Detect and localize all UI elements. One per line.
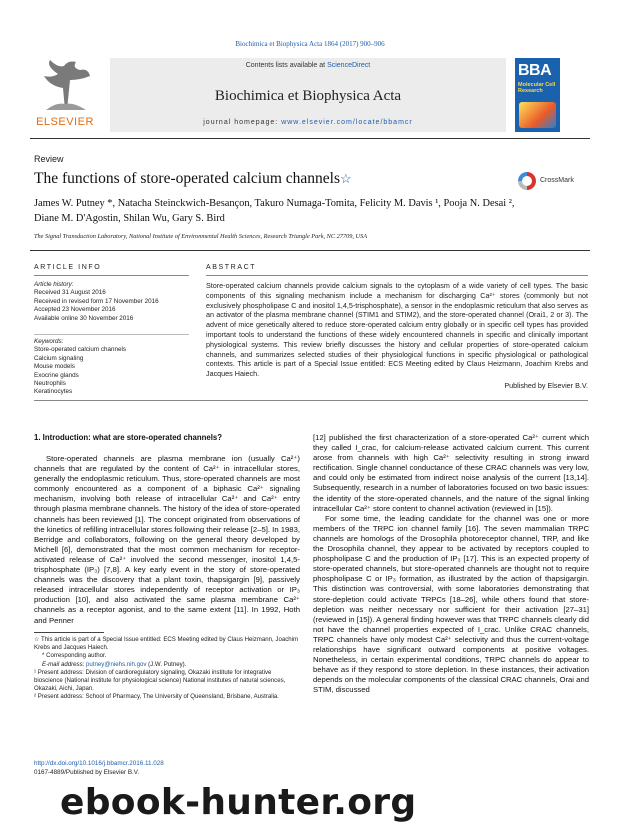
- doi-block: [34, 760, 164, 777]
- keywords-heading: Keywords:: [34, 338, 64, 345]
- keyword-item: Calcium signaling: [34, 354, 84, 362]
- keyword-item: Exocrine glands: [34, 371, 79, 379]
- body-column-1: [34, 454, 300, 626]
- keyword-item: Store-operated calcium channels: [34, 346, 127, 354]
- abstract-text: Store-operated calcium channels provide calcium signals to the cytoplasm of a wide variety of cell types. The basic components of this signaling mechanism include a mechanism for discharging Ca²⁺ stores (commonly but not exclusively phospholipase C and inositol 1,4,5-trisphosphate), a sensor in the endoplasmic reticulum that also serves as an activator of the plasma membrane channel (STIM1 and STIM2), and the store-operated channel (Orai1, 2 or 3). The advent of mice genetically altered to reduce store-operated calcium entry globally or in specific cell types has provided important tools to understand the functions of these widely encountered channels in specific and clinically important physiological systems. This review briefly discusses the history and cellular properties of store-operated calcium channels, and summarizes selected studies of their physiological functions in specific physiological or pathological contexts. This article is part of a Special Issue entitled: ECS Meeting edited by Claus Heizmann, Joachim Krebs and Jacques Haiech.: [206, 281, 588, 379]
- journal-homepage: [110, 119, 506, 126]
- contents-line: [110, 62, 506, 69]
- section-1-heading: 1. Introduction: what are store-operated channels?: [34, 433, 223, 442]
- history-item: Received 31 August 2016: [34, 289, 106, 297]
- article-history: [34, 281, 189, 323]
- authors-line-1[interactable]: James W. Putney *, Natacha Steinckwich-Besançon, Takuro Numaga-Tomita, Felicity M. Davis ¹, Pooja N. Desai ²,: [34, 198, 515, 209]
- cover-title: BBA: [518, 62, 552, 79]
- elsevier-tree-icon: [36, 58, 94, 112]
- special-issue-star-icon[interactable]: ☆: [340, 171, 352, 186]
- journal-citation[interactable]: Biochimica et Biophysica Acta 1864 (2017) 900–906: [235, 40, 385, 48]
- homepage-link[interactable]: www.elsevier.com/locate/bbamcr: [281, 119, 413, 126]
- history-item: Received in revised form 17 November 2016: [34, 297, 159, 305]
- journal-cover-thumbnail[interactable]: [515, 58, 560, 132]
- article-info-heading: ARTICLE INFO: [34, 264, 102, 271]
- keyword-item: Mouse models: [34, 363, 75, 371]
- footnote-email: [34, 661, 300, 669]
- email-suffix: (J.W. Putney).: [146, 660, 187, 668]
- footnote-special-issue: ☆ This article is part of a Special Issue entitled: ECS Meeting edited by Claus Heizmann, Joachim Krebs and Jacques Haiech.: [34, 636, 299, 652]
- affiliation-rule: [30, 250, 590, 251]
- abstract-heading: ABSTRACT: [206, 264, 257, 271]
- crossmark-label: CrossMark: [540, 177, 574, 184]
- abstract-bottom-rule: [34, 400, 588, 401]
- header-rule: [30, 138, 590, 139]
- watermark: ebook-hunter.org: [60, 782, 417, 823]
- article-title-text: The functions of store-operated calcium channels: [34, 170, 341, 187]
- elsevier-logo[interactable]: [30, 58, 100, 132]
- author-list: [34, 196, 594, 226]
- body-column-2: [313, 433, 589, 695]
- body-paragraph: For some time, the leading candidate for the channel was one or more members of the TRPC ion channel family [16]. The seven mammalian TRPC channels are homologs of the Drosophila photoreceptor channel, TRP, and like the Drosophila channel, they appear to be activated by receptors coupled to phospholipase C and the production of IP₃ [17]. This is an expected property of store-operated channels, but store-operated channels are thought not to require phospholipase C or IP₃ formation, as illustrated by the action of thapsigargin. This distinction was controversial, with some laboratories demonstrating that store-depletion could activate TRPCs [18–26], while others found that store-depletion was neither necessary nor sufficient for their activation [27–31] (reviewed in [15]). A general finding however was that TRPC channels clearly did not have the channel properties expected of I_crac. Unlike CRAC channels, TRPC channels have only modest Ca²⁺ selectivity and thus the current-voltage relationships have significant outward components at positive voltages. Nonetheless, in certain experimental conditions, TRPC channels do appear to behave as if they respond to store depletion. In these instances, their activation depends on the molecular components of the classical CRAC channels, Orai and STIM, discussed: [313, 513, 589, 695]
- affiliation: The Signal Transduction Laboratory, National Institute of Environmental Health Sciences, Research Triangle Park, NC 27709, USA: [34, 233, 368, 240]
- abstract-rule: [206, 275, 588, 276]
- cover-artwork: [519, 102, 556, 128]
- keywords-block: [34, 338, 189, 397]
- elsevier-wordmark: ELSEVIER: [36, 116, 94, 128]
- contents-prefix: Contents lists available at: [245, 62, 328, 69]
- footnotes: [34, 636, 300, 702]
- crossmark-icon-center: [522, 176, 532, 186]
- body-paragraph: [12] published the first characterization of a store-operated Ca²⁺ current which they called I_crac, for calcium-release activated calcium current. This current arose from channels with high Ca²⁺ selectivity resulting in strong inward rectification. Single channel conductance of these CRAC channels was very low, and could only be estimated from indirect noise analysis of the current [13,14]. Subsequently, research in a number of laboratories focused on two basic issues: the identity of the store-operated channels, and the nature of the signal linking intracellular Ca²⁺ store content to channel activation (reviewed in [15]).: [313, 433, 589, 513]
- email-link[interactable]: putney@niehs.nih.gov: [86, 660, 147, 668]
- footnote-1: ¹ Present address: Division of cardioregulatory signaling, Okazaki institute for integrative bioscience (National institute for physiological science) National institutes of natural sciences, Okazaki, Aichi, Japan.: [34, 668, 286, 693]
- sciencedirect-link[interactable]: ScienceDirect: [327, 62, 371, 69]
- body-paragraph: Store-operated channels are plasma membrane ion (usually Ca²⁺) channels that are regulated by the content of Ca²⁺ in intracellular stores, generally the endoplasmic reticulum. Thus, store-operated channels are most commonly encountered as a component of a biphasic Ca²⁺ signaling mechanism, involving both release of intracellular Ca²⁺ and Ca²⁺ entry through plasma membrane channels. The history of the idea of store-operated channels has been reviewed [1]. The concept originated from observations of the kinetics of refilling intracellular stores following their release [2–5]. In 1983, Berridge and collaborators, following on the general theory developed by Michell [6], demonstrated that the most common mechanism for receptor-activated release of Ca²⁺ involved the second messenger, inositol 1,4,5-trisphosphate (IP₃) [7,8]. A key early event in the story of store-operated channels was the discovery that a plant toxin, thapsigargin [9], passively released intracellular stores independently of receptor activation or IP₃ production [10], and also activated the same plasma membrane Ca²⁺ channels as a receptor agonist, and to the same extent [11]. In 1992, Hoth and Penner: [34, 454, 300, 625]
- footnote-rule: [34, 632, 104, 633]
- history-item: Available online 30 November 2016: [34, 314, 134, 322]
- keywords-rule: [34, 334, 189, 335]
- article-type: Review: [34, 154, 64, 164]
- history-heading: Article history:: [34, 281, 74, 288]
- cover-subtitle: Molecular Cell Research: [518, 82, 556, 95]
- published-by: Published by Elsevier B.V.: [504, 381, 588, 390]
- footnote-corresponding: * Corresponding author.: [42, 652, 107, 660]
- article-title: [34, 170, 352, 188]
- crossmark-badge[interactable]: [518, 172, 588, 192]
- keyword-item: Keratinocytes: [34, 388, 73, 396]
- issn-line: 0167-4889/Published by Elsevier B.V.: [34, 768, 140, 776]
- doi-link[interactable]: http://dx.doi.org/10.1016/j.bbamcr.2016.11.028: [34, 760, 164, 767]
- keyword-item: Neutrophils: [34, 380, 66, 388]
- email-label: E-mail address:: [42, 660, 87, 668]
- footnote-2: ² Present address: School of Pharmacy, The University of Queensland, Brisbane, Australia.: [34, 693, 279, 701]
- history-item: Accepted 23 November 2016: [34, 306, 116, 314]
- journal-title: Biochimica et Biophysica Acta: [214, 88, 402, 104]
- journal-header-box: [110, 58, 506, 132]
- homepage-prefix: journal homepage:: [203, 119, 282, 126]
- article-info-rule: [34, 275, 189, 276]
- authors-line-2[interactable]: Diane M. D'Agostin, Shilan Wu, Gary S. Bird: [34, 213, 225, 224]
